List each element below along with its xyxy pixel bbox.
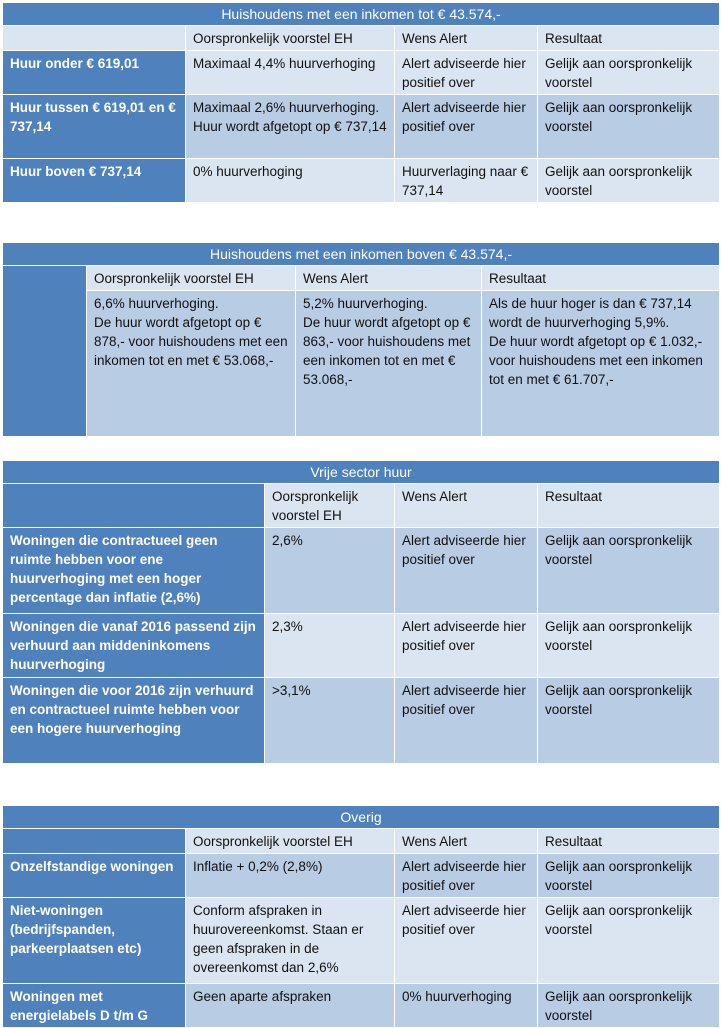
table-title: Huishoudens met een inkomen boven € 43.574,- [3, 243, 720, 266]
cell-resultaat: Gelijk aan oorspronkelijk voorstel [538, 51, 720, 95]
row-label: Woningen die vanaf 2016 passend zijn verhuurd aan middeninkomens huurverhoging [3, 614, 265, 678]
header-resultaat: Resultaat [538, 829, 720, 854]
cell-voorstel: 2,3% [265, 614, 395, 678]
cell-resultaat: Gelijk aan oorspronkelijk voorstel [538, 528, 720, 614]
table-overig [2, 805, 720, 1028]
cell-voorstel: 6,6% huurverhoging. De huur wordt afgetopt op € 878,- voor huishoudens met een inkomen tot en met € 53.068,- [87, 291, 296, 437]
cell-resultaat: Gelijk aan oorspronkelijk voorstel [538, 95, 720, 159]
row-label [3, 266, 87, 437]
cell-resultaat: Gelijk aan oorspronkelijk voorstel [538, 984, 720, 1028]
header-empty [3, 484, 265, 528]
cell-resultaat: Gelijk aan oorspronkelijk voorstel [538, 678, 720, 764]
row-label: Huur boven € 737,14 [3, 159, 186, 203]
cell-resultaat: Gelijk aan oorspronkelijk voorstel [538, 159, 720, 203]
row-label: Niet-woningen (bedrijfspanden, parkeerplaatsen etc) [3, 898, 186, 984]
row-label: Woningen die contractueel geen ruimte hebben voor ene huurverhoging met een hoger percentage dan inflatie (2,6%) [3, 528, 265, 614]
cell-voorstel: 0% huurverhoging [186, 159, 395, 203]
cell-voorstel: 2,6% [265, 528, 395, 614]
cell-wens: Alert adviseerde hier positief over [395, 898, 538, 984]
table-income-above [2, 242, 720, 437]
cell-wens: Alert adviseerde hier positief over [395, 51, 538, 95]
row-label: Huur onder € 619,01 [3, 51, 186, 95]
header-resultaat: Resultaat [482, 266, 720, 291]
row-label: Onzelfstandige woningen [3, 854, 186, 898]
header-empty [3, 829, 186, 854]
header-resultaat: Resultaat [538, 484, 720, 528]
header-voorstel: Oorspronkelijk voorstel EH [186, 26, 395, 51]
cell-voorstel: Conform afspraken in huurovereenkomst. Staan er geen afspraken in de overeenkomst dan 2,6% [186, 898, 395, 984]
header-resultaat: Resultaat [538, 26, 720, 51]
cell-wens: Alert adviseerde hier positief over [395, 678, 538, 764]
header-wens: Wens Alert [296, 266, 482, 291]
cell-resultaat: Gelijk aan oorspronkelijk voorstel [538, 898, 720, 984]
cell-wens: Alert adviseerde hier positief over [395, 95, 538, 159]
header-wens: Wens Alert [395, 484, 538, 528]
cell-wens: Alert adviseerde hier positief over [395, 854, 538, 898]
table-vrije-sector [2, 460, 720, 764]
cell-resultaat: Gelijk aan oorspronkelijk voorstel [538, 854, 720, 898]
header-voorstel: Oorspronkelijk voorstel EH [265, 484, 395, 528]
cell-wens: Alert adviseerde hier positief over [395, 528, 538, 614]
header-voorstel: Oorspronkelijk voorstel EH [186, 829, 395, 854]
cell-wens: Alert adviseerde hier positief over [395, 614, 538, 678]
cell-voorstel: Maximaal 4,4% huurverhoging [186, 51, 395, 95]
cell-wens: Huurverlaging naar € 737,14 [395, 159, 538, 203]
header-empty [3, 26, 186, 51]
row-label: Woningen met energielabels D t/m G [3, 984, 186, 1028]
cell-voorstel: Inflatie + 0,2% (2,8%) [186, 854, 395, 898]
cell-voorstel: Geen aparte afspraken [186, 984, 395, 1028]
cell-wens: 0% huurverhoging [395, 984, 538, 1028]
header-voorstel: Oorspronkelijk voorstel EH [87, 266, 296, 291]
table-income-below [2, 2, 720, 203]
row-label: Huur tussen € 619,01 en € 737,14 [3, 95, 186, 159]
table-title: Overig [3, 806, 720, 829]
header-wens: Wens Alert [395, 26, 538, 51]
table-title: Huishoudens met een inkomen tot € 43.574,- [3, 3, 720, 26]
cell-wens: 5,2% huurverhoging. De huur wordt afgetopt op € 863,- voor huishoudens met een inkomen tot en met € 53.068,- [296, 291, 482, 437]
header-wens: Wens Alert [395, 829, 538, 854]
row-label: Woningen die voor 2016 zijn verhuurd en contractueel ruimte hebben voor een hogere huurverhoging [3, 678, 265, 764]
cell-resultaat: Gelijk aan oorspronkelijk voorstel [538, 614, 720, 678]
table-title: Vrije sector huur [3, 461, 720, 484]
cell-voorstel: >3,1% [265, 678, 395, 764]
cell-resultaat: Als de huur hoger is dan € 737,14 wordt de huurverhoging 5,9%. De huur wordt afgetopt op € 1.032,- voor huishoudens met een inkomen tot en met € 61.707,- [482, 291, 720, 437]
cell-voorstel: Maximaal 2,6% huurverhoging. Huur wordt afgetopt op € 737,14 [186, 95, 395, 159]
